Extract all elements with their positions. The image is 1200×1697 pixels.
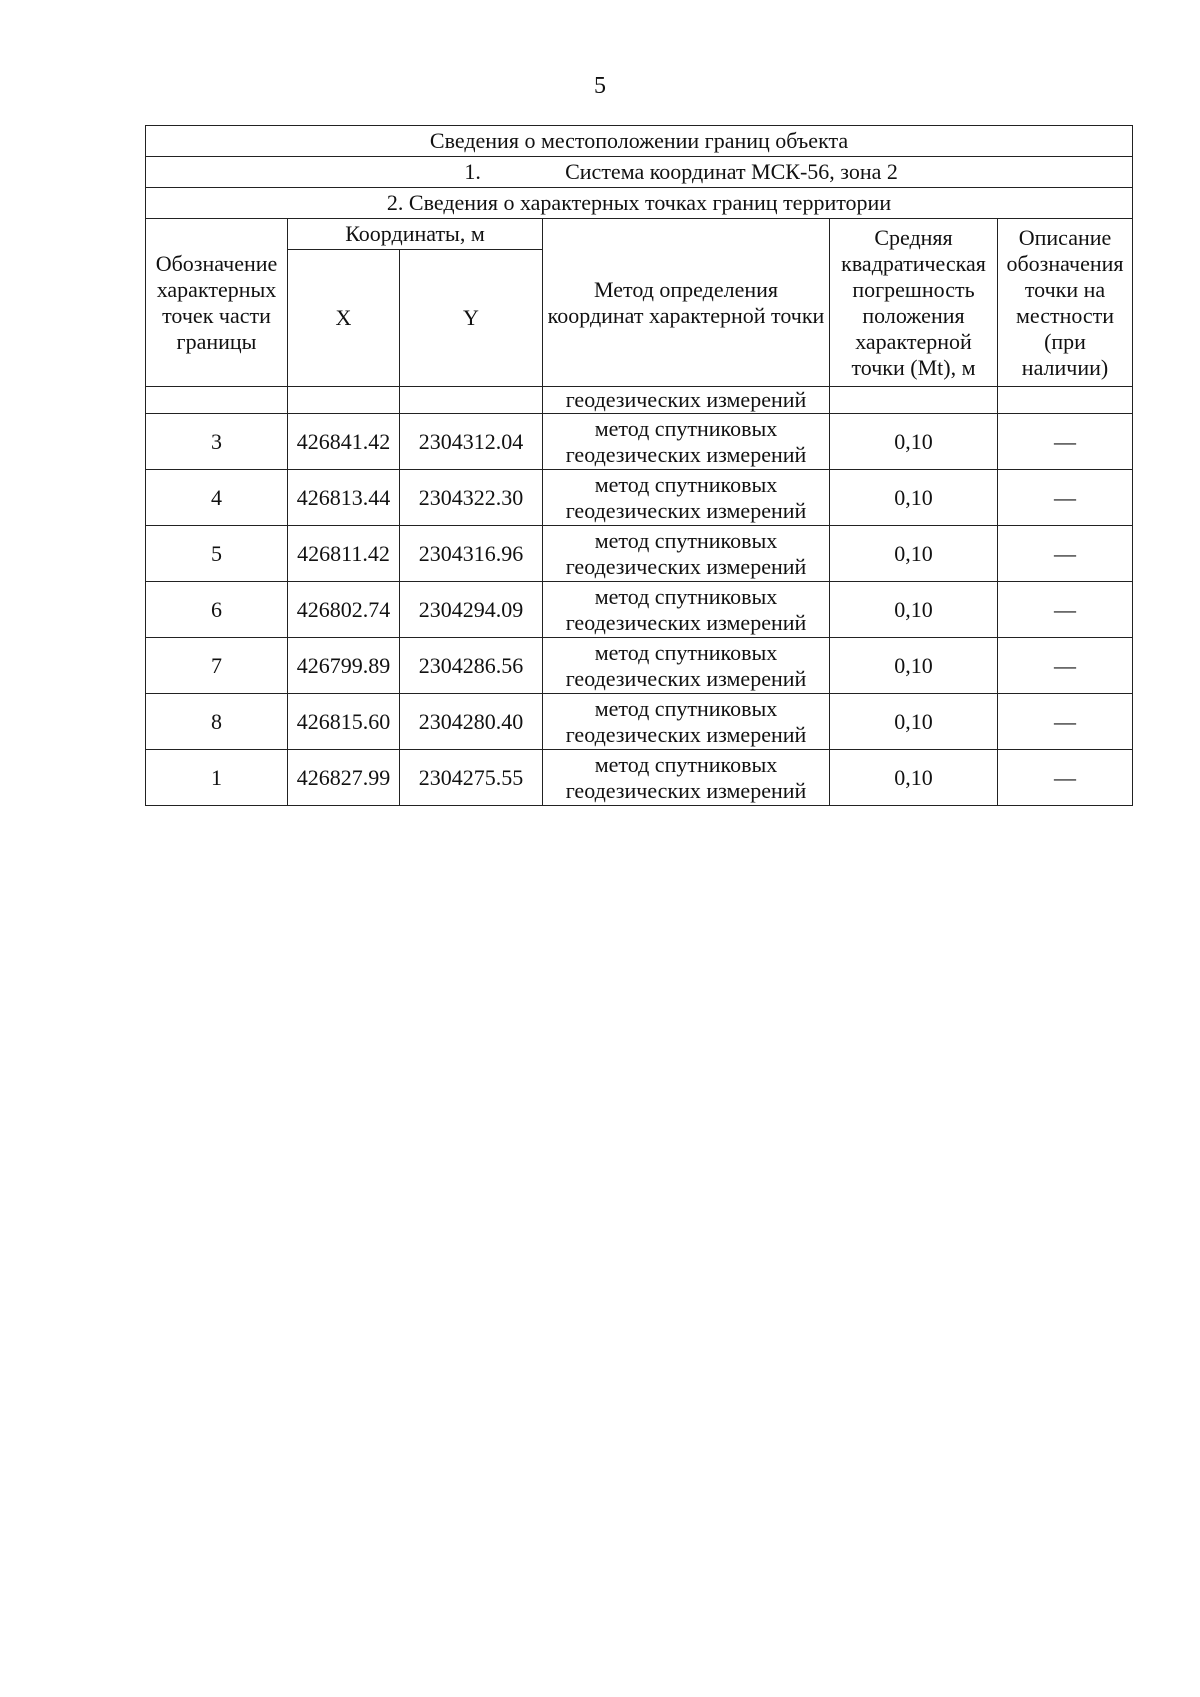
point-designation-cell: 7 [146, 638, 288, 694]
table-row [146, 582, 1133, 638]
coordinate-y-cell: 2304280.40 [400, 694, 543, 750]
table-title: Сведения о местоположении границ объекта [146, 126, 1133, 157]
point-designation-cell: 6 [146, 582, 288, 638]
header-description: Описание обозначения точки на местности (при наличии) [998, 219, 1133, 387]
error-cell: 0,10 [830, 750, 998, 806]
method-cell: метод спутниковых геодезических измерений [543, 470, 830, 526]
table-row [146, 638, 1133, 694]
coordinate-y-cell: 2304322.30 [400, 470, 543, 526]
error-cell: 0,10 [830, 582, 998, 638]
coordinate-system-number: 1. [464, 159, 481, 184]
coordinate-system-text: Система координат МСК-56, зона 2 [565, 159, 898, 184]
method-cell: метод спутниковых геодезических измерений [543, 414, 830, 470]
method-cell: метод спутниковых геодезических измерений [543, 526, 830, 582]
method-cell: метод спутниковых геодезических измерений [543, 582, 830, 638]
point-designation-cell: 5 [146, 526, 288, 582]
coordinate-x-cell: 426802.74 [288, 582, 400, 638]
method-cell: метод спутниковых геодезических измерений [543, 750, 830, 806]
table-row [146, 526, 1133, 582]
coordinate-x-cell: 426827.99 [288, 750, 400, 806]
continuation-description [998, 387, 1133, 414]
header-method: Метод определения координат характерной точки [543, 219, 830, 387]
error-cell: 0,10 [830, 638, 998, 694]
description-cell: — [998, 526, 1133, 582]
coordinate-y-cell: 2304275.55 [400, 750, 543, 806]
coordinate-system-row [146, 157, 1133, 188]
table-row [146, 414, 1133, 470]
continuation-error [830, 387, 998, 414]
coordinate-y-cell: 2304312.04 [400, 414, 543, 470]
header-coordinates: Координаты, м [288, 219, 543, 250]
coordinate-x-cell: 426841.42 [288, 414, 400, 470]
coordinate-x-cell: 426815.60 [288, 694, 400, 750]
points-section-title: 2. Сведения о характерных точках границ территории [146, 188, 1133, 219]
coordinate-y-cell: 2304294.09 [400, 582, 543, 638]
description-cell: — [998, 750, 1133, 806]
error-cell: 0,10 [830, 414, 998, 470]
boundary-coordinates-table [145, 125, 1133, 806]
coordinate-system-cell [146, 157, 1133, 188]
coordinate-x-cell: 426811.42 [288, 526, 400, 582]
header-x: X [288, 250, 400, 387]
method-cell: метод спутниковых геодезических измерений [543, 694, 830, 750]
error-cell: 0,10 [830, 694, 998, 750]
table-row [146, 694, 1133, 750]
table-row [146, 750, 1133, 806]
coordinate-x-cell: 426813.44 [288, 470, 400, 526]
header-row-top [146, 219, 1133, 250]
coordinate-x-cell: 426799.89 [288, 638, 400, 694]
table-title-row [146, 126, 1133, 157]
continuation-method: геодезических измерений [543, 387, 830, 414]
point-designation-cell: 1 [146, 750, 288, 806]
point-designation-cell: 3 [146, 414, 288, 470]
header-point-designation: Обозначение характерных точек части границы [146, 219, 288, 387]
continuation-x [288, 387, 400, 414]
header-error: Средняя квадратическая погрешность положения характерной точки (Mt), м [830, 219, 998, 387]
point-designation-cell: 8 [146, 694, 288, 750]
description-cell: — [998, 414, 1133, 470]
description-cell: — [998, 638, 1133, 694]
description-cell: — [998, 582, 1133, 638]
coordinate-y-cell: 2304316.96 [400, 526, 543, 582]
error-cell: 0,10 [830, 470, 998, 526]
coordinate-y-cell: 2304286.56 [400, 638, 543, 694]
header-y: Y [400, 250, 543, 387]
description-cell: — [998, 694, 1133, 750]
method-cell: метод спутниковых геодезических измерений [543, 638, 830, 694]
error-cell: 0,10 [830, 526, 998, 582]
table-row [146, 470, 1133, 526]
continuation-point [146, 387, 288, 414]
point-designation-cell: 4 [146, 470, 288, 526]
page-number: 5 [594, 73, 606, 99]
description-cell: — [998, 470, 1133, 526]
points-section-row [146, 188, 1133, 219]
continuation-y [400, 387, 543, 414]
continuation-row [146, 387, 1133, 414]
